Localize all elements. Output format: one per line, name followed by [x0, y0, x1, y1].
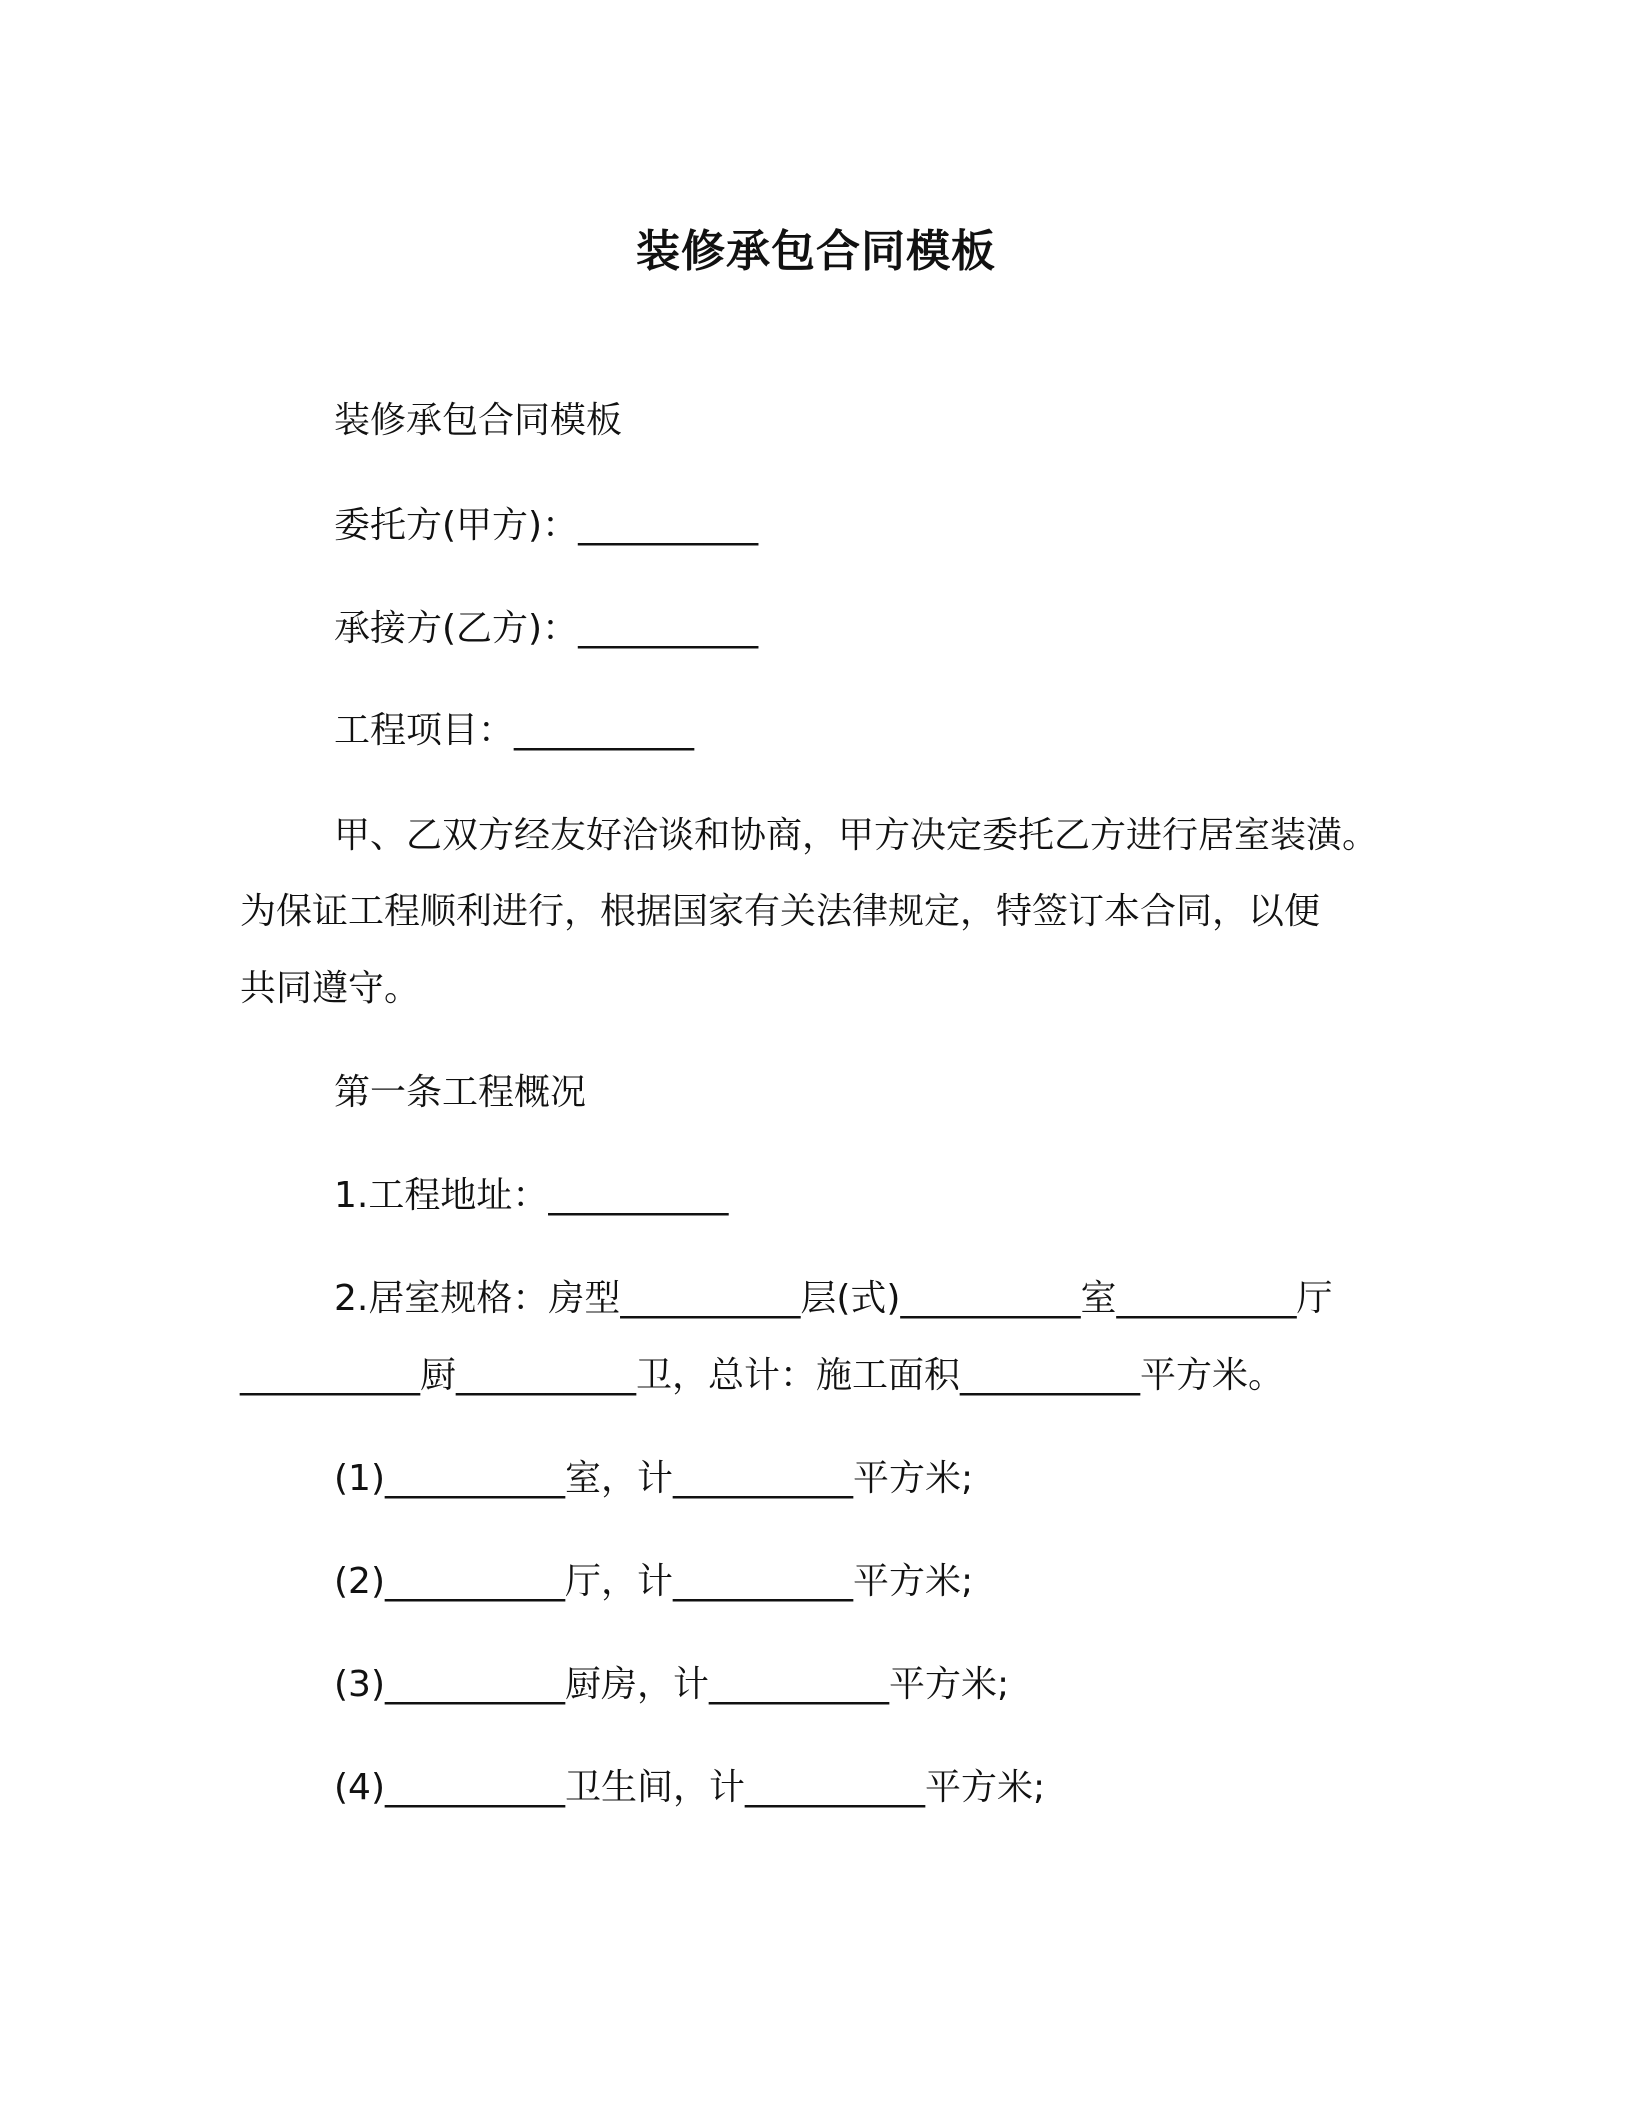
item-2-spec-line-1: 2.居室规格：房型__________层(式)__________室__________厅 [334, 1278, 1333, 1319]
intro-paragraph-line-1: 甲、乙双方经友好洽谈和协商，甲方决定委托乙方进行居室装潢。 [334, 815, 1379, 856]
sub-item-2: (2)__________厅，计__________平方米; [334, 1561, 974, 1602]
subtitle-line: 装修承包合同模板 [334, 400, 623, 441]
intro-paragraph-line-3: 共同遵守。 [240, 968, 421, 1009]
project-line: 工程项目：__________ [334, 710, 695, 751]
party-a-line: 委托方(甲方)：__________ [334, 505, 759, 546]
document-title: 装修承包合同模板 [636, 226, 996, 277]
party-b-line: 承接方(乙方)：__________ [334, 608, 759, 649]
sub-item-3: (3)__________厨房，计__________平方米; [334, 1664, 1010, 1705]
intro-paragraph-line-2: 为保证工程顺利进行，根据国家有关法律规定，特签订本合同，以便 [240, 891, 1321, 932]
sub-item-1: (1)__________室，计__________平方米; [334, 1458, 974, 1499]
item-1-address: 1.工程地址：__________ [334, 1175, 729, 1216]
item-2-spec-line-2: __________厨__________卫，总计：施工面积__________平方米。 [240, 1355, 1285, 1396]
article-1-heading: 第一条工程概况 [334, 1072, 587, 1113]
sub-item-4: (4)__________卫生间，计__________平方米; [334, 1767, 1046, 1808]
